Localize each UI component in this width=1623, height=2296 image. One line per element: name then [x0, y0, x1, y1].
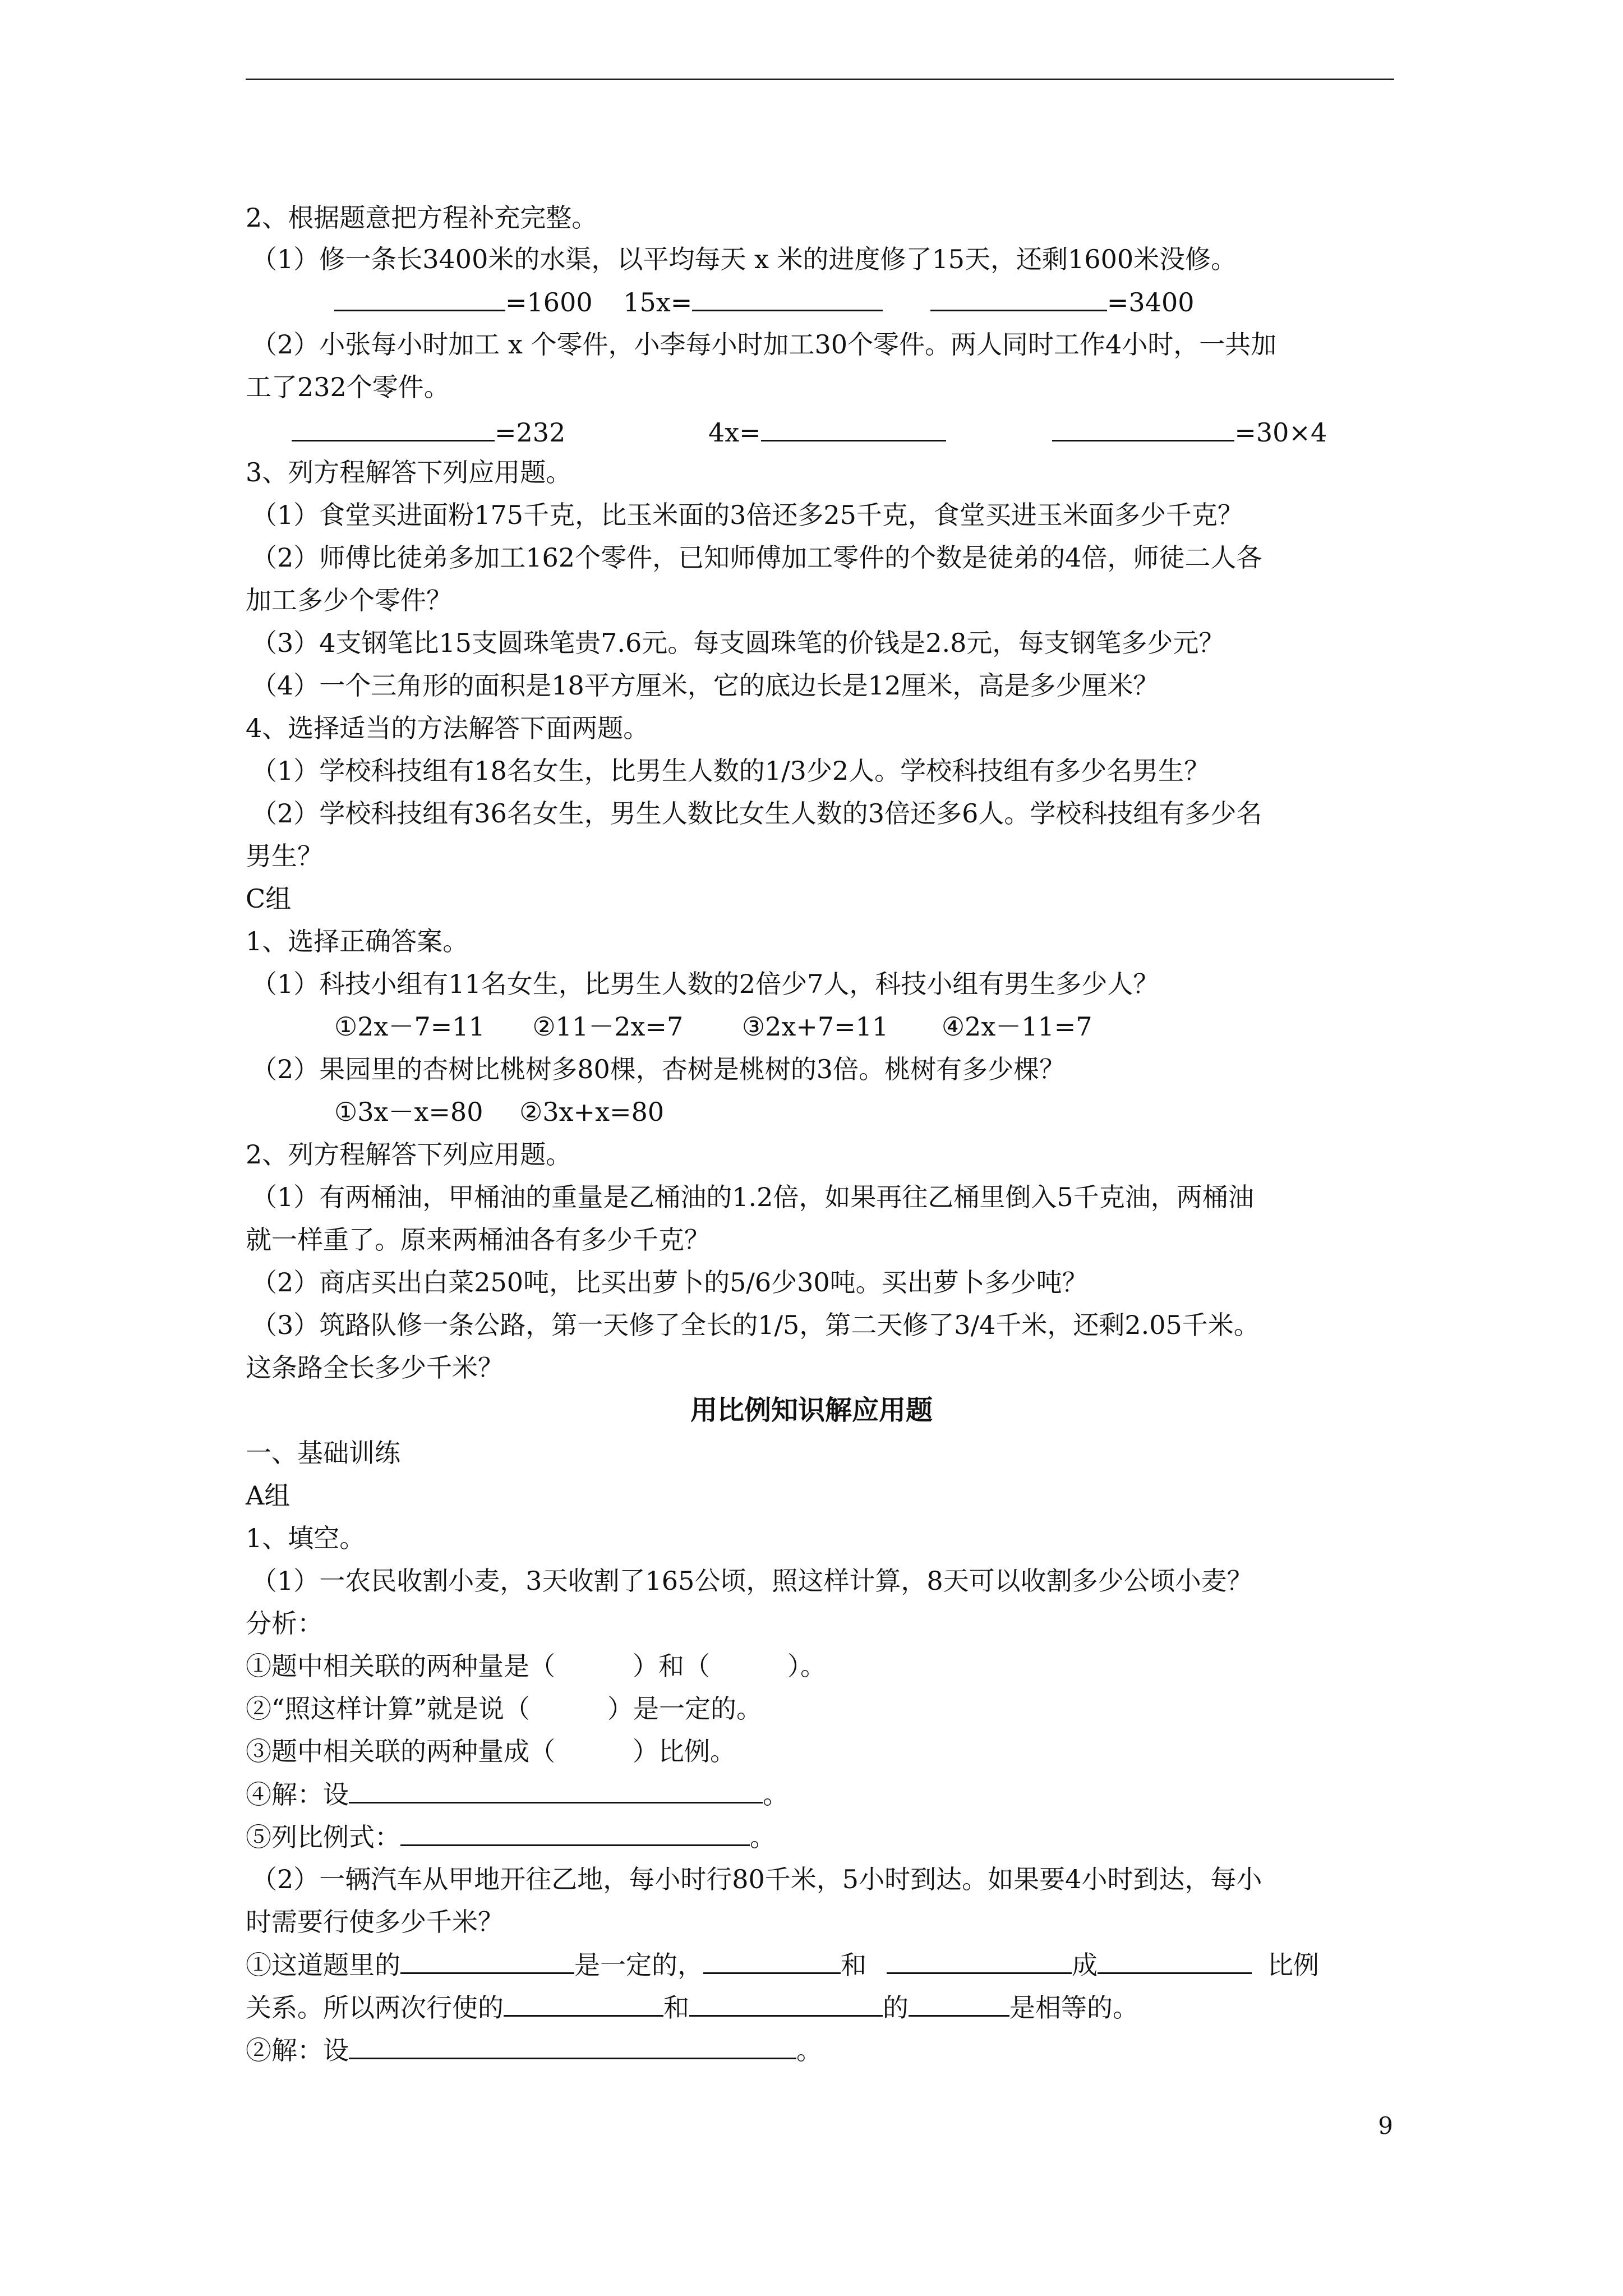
question-2-2: （2）小张每小时加工 x 个零件，小李每小时加工30个零件。两人同时工作4小时，一共加 [251, 329, 1277, 360]
step-label: ④解：设 [246, 1779, 349, 1810]
question-2-heading: 2、根据题意把方程补充完整。 [246, 203, 598, 233]
section-title: 用比例知识解应用题 [690, 1395, 933, 1426]
answer-blank[interactable] [689, 1990, 883, 2017]
fill-text: 关系。所以两次行使的 [246, 1993, 504, 2023]
c-question-2-3-cont: 这条路全长多少千米？ [246, 1352, 504, 1383]
question-3-heading: 3、列方程解答下列应用题。 [246, 457, 572, 487]
blank[interactable] [930, 285, 1107, 311]
step-end: 。 [750, 1822, 776, 1852]
blank[interactable] [761, 415, 946, 441]
answer-blank[interactable] [504, 1990, 663, 2017]
question-3-2-cont: 加工多少个零件？ [246, 585, 452, 615]
fill-text: 和 [663, 1993, 689, 2023]
choice-option[interactable]: ①3x－x=80 [334, 1097, 483, 1127]
step-label: ②解：设 [246, 2035, 349, 2065]
answer-blank[interactable] [349, 2033, 796, 2059]
answer-blank[interactable] [400, 1948, 574, 1974]
step-end: 。 [796, 2035, 822, 2065]
question-4-2: （2）学校科技组有36名女生，男生人数比女生人数的3倍还多6人。学校科技组有多少名 [251, 798, 1262, 829]
fill-text: 和 [841, 1950, 866, 1980]
answer-blank[interactable] [703, 1948, 841, 1974]
question-3-4: （4）一个三角形的面积是18平方厘米，它的底边长是12厘米，高是多少厘米？ [251, 670, 1159, 701]
analysis-step-1: ①题中相关联的两种量是（ ）和（ ）。 [246, 1651, 826, 1681]
c-question-2-1: （1）有两桶油，甲桶油的重量是乙桶油的1.2倍，如果再往乙桶里倒入5千克油，两桶油 [251, 1182, 1254, 1212]
equation-text: =30×4 [1234, 417, 1327, 448]
fill-row-1 [246, 1948, 1319, 1982]
answer-blank[interactable] [909, 1990, 1009, 2017]
equation-text: =3400 [1106, 287, 1195, 318]
c-question-2-2: （2）商店买出白菜250吨，比买出萝卜的5/6少30吨。买出萝卜多少吨？ [251, 1267, 1088, 1297]
choice-row-1 [334, 1010, 1092, 1043]
choice-row-2 [334, 1095, 664, 1129]
choice-option[interactable]: ①2x－7=11 [334, 1011, 485, 1042]
group-c-heading: C组 [246, 884, 292, 914]
analysis-label: 分析： [246, 1608, 323, 1639]
a-question-1-heading: 1、填空。 [246, 1523, 366, 1553]
analysis-step-5 [246, 1820, 776, 1854]
equation-text: =1600 [505, 287, 593, 318]
fill-text: 是相等的。 [1009, 1993, 1138, 2023]
equation-row-1 [246, 285, 1195, 319]
answer-blank[interactable] [887, 1948, 1072, 1974]
question-4-heading: 4、选择适当的方法解答下面两题。 [246, 713, 649, 743]
blank[interactable] [292, 415, 495, 441]
fill-row-3 [246, 2033, 822, 2067]
step-end: 。 [763, 1779, 789, 1810]
question-2-2-cont: 工了232个零件。 [246, 372, 450, 402]
question-4-2-cont: 男生？ [246, 841, 323, 871]
choice-option[interactable]: ③2x+7=11 [741, 1011, 889, 1042]
question-3-2: （2）师傅比徒弟多加工162个零件，已知师傅加工零件的个数是徒弟的4倍，师徒二人各 [251, 542, 1262, 573]
group-a-heading: A组 [246, 1480, 291, 1511]
choice-option[interactable]: ②11－2x=7 [532, 1011, 684, 1042]
question-2-1: （1）修一条长3400米的水渠，以平均每天 x 米的进度修了15天，还剩1600米没修。 [251, 244, 1237, 274]
step-label: ⑤列比例式： [246, 1822, 400, 1852]
c-question-2-1-cont: 就一样重了。原来两桶油各有多少千克？ [246, 1225, 710, 1255]
page-number: 9 [1378, 2112, 1393, 2139]
blank[interactable] [1052, 415, 1234, 441]
fill-row-2 [246, 1990, 1138, 2024]
choice-option[interactable]: ④2x－11=7 [941, 1011, 1092, 1042]
fill-text: 成 [1072, 1950, 1098, 1980]
blank[interactable] [334, 285, 505, 311]
header-rule [246, 79, 1394, 80]
question-3-1: （1）食堂买进面粉175千克，比玉米面的3倍还多25千克，食堂买进玉米面多少千克？ [251, 500, 1243, 530]
c-question-1-1: （1）科技小组有11名女生，比男生人数的2倍少7人，科技小组有男生多少人？ [251, 969, 1159, 999]
fill-text: ①这道题里的 [246, 1950, 400, 1980]
answer-blank[interactable] [400, 1820, 750, 1846]
equation-text: 15x= [623, 287, 693, 318]
equation-text: 4x= [708, 417, 761, 448]
fill-text: 是一定的， [574, 1950, 703, 1980]
question-3-3: （3）4支钢笔比15支圆珠笔贵7.6元。每支圆珠笔的价钱是2.8元，每支钢笔多少元？ [251, 628, 1225, 658]
a-question-1-1: （1）一农民收割小麦，3天收割了165公顷，照这样计算，8天可以收割多少公顷小麦？ [251, 1566, 1253, 1596]
question-4-1: （1）学校科技组有18名女生，比男生人数的1/3少2人。学校科技组有多少名男生？ [251, 756, 1210, 786]
equation-text: =232 [495, 417, 566, 448]
c-question-2-heading: 2、列方程解答下列应用题。 [246, 1139, 572, 1170]
equation-row-2 [246, 415, 1327, 449]
answer-blank[interactable] [349, 1777, 763, 1803]
analysis-step-4 [246, 1777, 789, 1811]
analysis-step-2: ②“照这样计算”就是说（ ）是一定的。 [246, 1694, 763, 1724]
fill-text: 的 [883, 1993, 909, 2023]
c-question-1-2: （2）果园里的杏树比桃树多80棵，杏树是桃树的3倍。桃树有多少棵？ [251, 1054, 1066, 1084]
answer-blank[interactable] [1098, 1948, 1252, 1974]
c-question-2-3: （3）筑路队修一条公路，第一天修了全长的1/5，第二天修了3/4千米，还剩2.05千米。 [251, 1310, 1260, 1340]
a-question-1-2: （2）一辆汽车从甲地开往乙地，每小时行80千米，5小时到达。如果要4小时到达，每小 [251, 1864, 1262, 1894]
analysis-step-3: ③题中相关联的两种量成（ ）比例。 [246, 1736, 736, 1766]
choice-option[interactable]: ②3x+x=80 [519, 1097, 665, 1127]
a-question-1-2-cont: 时需要行使多少千米？ [246, 1907, 504, 1937]
c-question-1-heading: 1、选择正确答案。 [246, 926, 469, 956]
part-1-heading: 一、基础训练 [246, 1438, 400, 1468]
fill-text: 比例 [1267, 1950, 1319, 1980]
blank[interactable] [692, 285, 883, 311]
